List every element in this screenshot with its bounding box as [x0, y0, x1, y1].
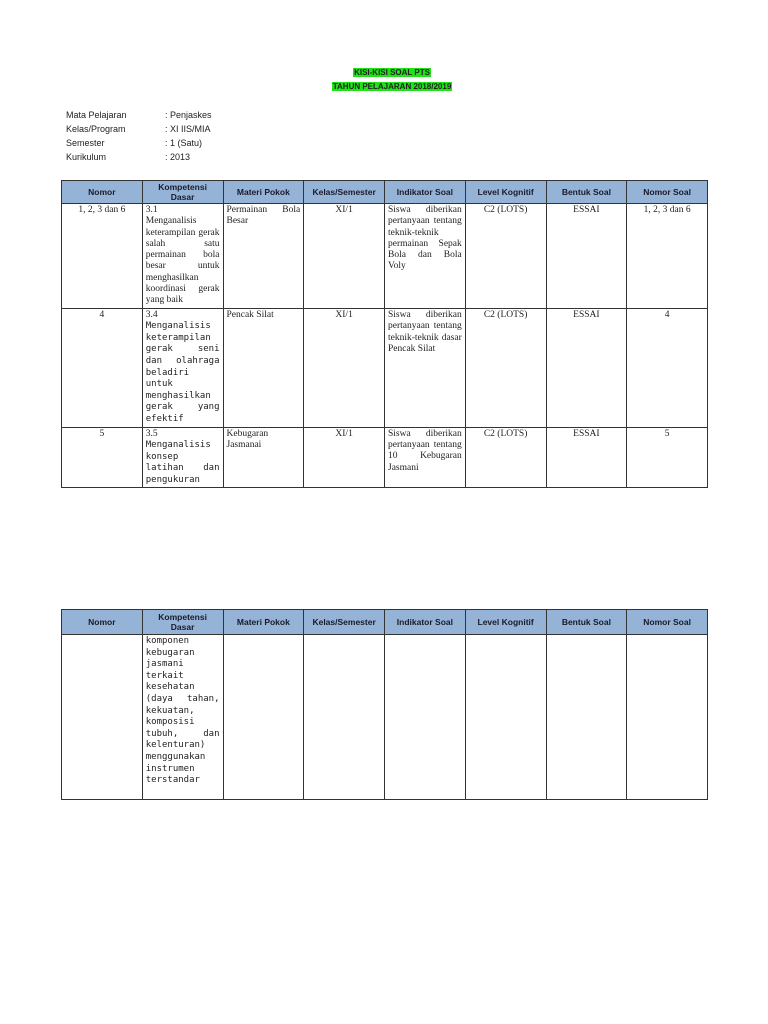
cell-kelas: XI/1	[304, 204, 385, 309]
col-header: Nomor Soal	[627, 181, 708, 204]
cell-nomor-soal: 5	[627, 427, 708, 488]
cell-level: C2 (LOTS)	[465, 427, 546, 488]
col-header: Kompetensi Dasar	[142, 610, 223, 635]
col-header: Nomor	[62, 610, 143, 635]
cell-kd	[142, 204, 223, 309]
grid-table-continued	[61, 609, 708, 800]
cell-bentuk: ESSAI	[546, 309, 627, 428]
cell-indikator	[385, 635, 466, 800]
col-header: Materi Pokok	[223, 610, 304, 635]
kd-number: 3.4	[145, 310, 158, 320]
meta-label: Kurikulum	[66, 152, 107, 162]
col-header: Kompetensi Dasar	[142, 181, 223, 204]
cell-kelas	[304, 635, 385, 800]
col-header: Bentuk Soal	[546, 610, 627, 635]
table-header	[62, 610, 708, 635]
cell-nomor-soal: 4	[627, 309, 708, 428]
cell-bentuk	[546, 635, 627, 800]
cell-kd: komponen kebugaran jasmani terkait kesehatan (daya tahan, kekuatan, komposisi tubuh, dan kelenturan) menggunakan instrumen terstandar	[142, 635, 223, 800]
meta-label: Semester	[66, 138, 105, 148]
cell-materi: Permainan Bola Besar	[223, 204, 304, 309]
cell-nomor: 5	[62, 427, 143, 488]
col-header: Indikator Soal	[385, 610, 466, 635]
meta-label: Mata Pelajaran	[66, 110, 127, 120]
kd-number: 3.1	[145, 205, 158, 215]
meta-value: : Penjaskes	[165, 110, 212, 120]
cell-materi: Kebugaran Jasmanai	[223, 427, 304, 488]
meta-label: Kelas/Program	[66, 124, 126, 134]
meta-value: : 1 (Satu)	[165, 138, 203, 148]
kd-text: Menganalisis keterampilan gerak salah satu permainan bola besar untuk menghasilkan koordinasi gerak yang baik	[145, 216, 220, 306]
col-header: Level Kognitif	[465, 610, 546, 635]
cell-level: C2 (LOTS)	[465, 204, 546, 309]
meta-value: : XI IIS/MIA	[165, 124, 211, 134]
cell-indikator: Siswa diberikan pertanyaan tentang 10 Kebugaran Jasmani	[385, 427, 466, 488]
doc-subtitle	[0, 82, 768, 91]
cell-kd	[142, 427, 223, 488]
cell-level: C2 (LOTS)	[465, 309, 546, 428]
doc-title	[0, 68, 768, 77]
table-header	[62, 181, 708, 204]
table-row	[62, 309, 708, 428]
col-header: Nomor	[62, 181, 143, 204]
col-header: Materi Pokok	[223, 181, 304, 204]
cell-nomor: 1, 2, 3 dan 6	[62, 204, 143, 309]
cell-nomor: 4	[62, 309, 143, 428]
cell-kelas: XI/1	[304, 309, 385, 428]
grid-table	[61, 180, 708, 488]
col-header: Kelas/Semester	[304, 610, 385, 635]
kd-number: 3.5	[145, 428, 158, 439]
col-header: Nomor Soal	[627, 610, 708, 635]
table-row	[62, 204, 708, 309]
title-line-2: TAHUN PELAJARAN 2018/2019	[332, 82, 452, 91]
cell-bentuk: ESSAI	[546, 204, 627, 309]
cell-level	[465, 635, 546, 800]
col-header: Indikator Soal	[385, 181, 466, 204]
cell-kelas: XI/1	[304, 427, 385, 488]
cell-materi: Pencak Silat	[223, 309, 304, 428]
cell-indikator: Siswa diberikan pertanyaan tentang teknik-teknik dasar Pencak Silat	[385, 309, 466, 428]
col-header: Bentuk Soal	[546, 181, 627, 204]
cell-kd	[142, 309, 223, 428]
meta-value: : 2013	[165, 152, 191, 162]
title-line-1: KISI-KISI SOAL PTS	[354, 68, 430, 77]
kd-text: Menganalisis konsep latihan dan pengukuran	[145, 439, 220, 485]
col-header: Kelas/Semester	[304, 181, 385, 204]
col-header: Level Kognitif	[465, 181, 546, 204]
cell-bentuk: ESSAI	[546, 427, 627, 488]
cell-materi	[223, 635, 304, 800]
table-row	[62, 427, 708, 488]
cell-nomor-soal: 1, 2, 3 dan 6	[627, 204, 708, 309]
cell-nomor-soal	[627, 635, 708, 800]
cell-nomor	[62, 635, 143, 800]
cell-indikator: Siswa diberikan pertanyaan tentang teknik-teknik permainan Sepak Bola dan Bola Voly	[385, 204, 466, 309]
kd-text: Menganalisis keterampilan gerak seni dan olahraga beladiri untuk menghasilkan gerak yang efektif	[145, 321, 220, 425]
table-row	[62, 635, 708, 800]
